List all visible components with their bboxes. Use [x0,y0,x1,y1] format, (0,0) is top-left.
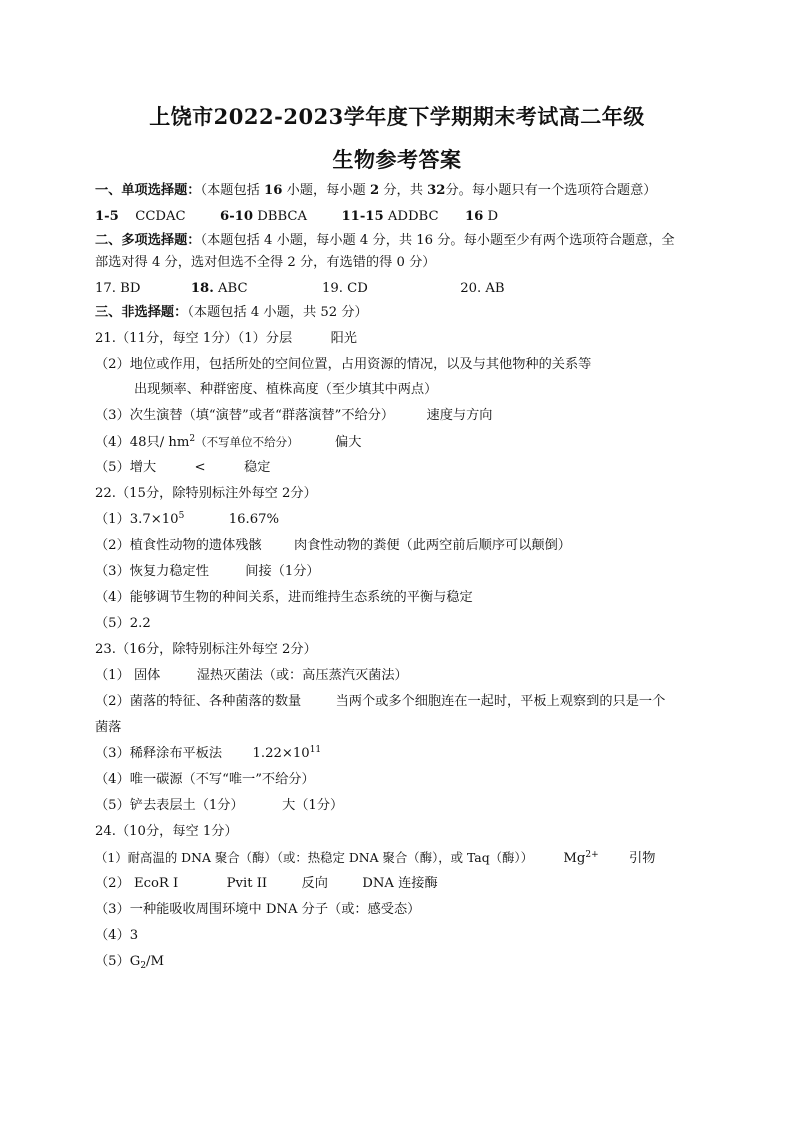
answer-item: 19. CD [321,281,368,296]
q21-line3 [95,407,715,425]
q22-line2 [95,537,715,555]
q21-answer: 偏大 [335,435,362,450]
q24-answer: DNA 连接酶 [362,876,438,891]
answer-item-value: ABC [218,281,248,296]
q23-answer: 当两个或多个细胞连在一起时，平板上观察到的只是一个 [335,694,666,709]
section2-note-line2: 部选对得 4 分，选对但选不全得 2 分，有选错的得 0 分） [95,255,436,270]
q21-answer: （4）48只/ hm [95,435,190,450]
q24-line2 [95,875,715,893]
section3-heading: 三、非选择题： [95,305,188,320]
document-title: 上饶市2022-2023学年度下学期期末考试高二年级 [149,104,645,129]
q21-note: （不写单位不给分） [195,435,299,449]
section1-note-b: 小题，每小题 [286,183,366,198]
section1-total: 32 [427,183,446,198]
q21-answer: 稳定 [244,460,271,475]
section2-note: （本题包括 4 小题，每小题 4 分，共 16 分。每小题至少有两个选项符合题意，全 [200,233,675,248]
q23-answer: （1） 固体 [95,668,161,683]
q23-answer: （2）菌落的特征、各种菌落的数量 [95,694,302,709]
q22-line3 [95,563,715,581]
q24-answer: /M [146,954,164,969]
section1-answers [95,208,715,226]
q21-answer: 速度与方向 [426,408,493,423]
q24-head: 24.（10分，每空 1分） [95,824,238,839]
q24-line3: （3）一种能吸收周围环境中 DNA 分子（或：感受态） [95,902,421,917]
q24-answer: 引物 [629,851,656,866]
q24-answer: Pvit II [226,876,268,891]
superscript: 2 [189,434,196,444]
q23-head: 23.（16分，除特别标注外每空 2分） [95,642,317,657]
section3-heading-line [95,304,715,322]
q21-head: 21.（11分，每空 1分）（1）分层 [95,331,293,346]
answer-value: ADDBC [387,209,439,224]
answer-item: 20. AB [460,281,505,296]
q21-answer: < [194,460,206,475]
superscript: 11 [309,745,322,755]
q22-line1 [95,511,715,529]
q22-line4: （4）能够调节生物的种间关系，进而维持生态系统的平衡与稳定 [95,590,473,605]
section2-heading: 二、多项选择题： [95,233,201,248]
q24-answer: （1）耐高温的 DNA 聚合（酶）（或：热稳定 DNA 聚合（酶），或 Taq（酶）） [95,850,533,865]
q24-line4: （4）3 [95,928,139,943]
q24-answer: 反向 [301,876,328,891]
q21-answer: （3）次生演替（填“演替”或者“群落演替”不给分） [95,408,395,423]
answer-value: DBBCA [257,209,308,224]
q21-line5 [95,459,715,477]
q24-answer: （2） EcoR I [95,876,179,891]
q21-line2: （2）地位或作用，包括所处的空间位置，占用资源的情况，以及与其他物种的关系等 [95,357,592,372]
q24-answer: （5）G [95,954,141,969]
q22-answer: 肉食性动物的粪便（此两空前后顺序可以颠倒） [294,538,571,553]
q22-line5: （5）2.2 [95,616,151,631]
q22-answer: （2）植食性动物的遗体残骸 [95,538,262,553]
answer-value: CCDAC [135,209,186,224]
answer-item-num: 18. [190,281,214,296]
q23-line1 [95,667,715,685]
answer-range: 11-15 [341,209,384,224]
q23-answer: （3）稀释涂布平板法 [95,746,223,761]
answer-item: 17. BD [95,281,141,296]
q22-answer: （1）3.7×10 [95,512,179,527]
q23-answer: 湿热灭菌法（或：高压蒸汽灭菌法） [196,668,408,683]
section1-heading-line [95,182,715,200]
q23-line4: （4）唯一碳源（不写“唯一”不给分） [95,772,315,787]
q22-answer: 16.67% [228,512,280,527]
document-subtitle: 生物参考答案 [332,147,462,172]
answer-range: 16 [464,209,484,224]
q23-answer: 1.22×10 [252,746,310,761]
q24-line1 [95,849,715,868]
q22-head: 22.（15分，除特别标注外每空 2分） [95,486,317,501]
q21-line1 [95,330,715,348]
q23-line3 [95,745,715,763]
section3-note: （本题包括 4 小题，共 52 分） [187,305,368,320]
q23-line2 [95,693,715,711]
section1-note-d: 分。每小题只有一个选项符合题意） [445,183,657,198]
q23-line2c: 菌落 [95,720,122,735]
answer-range: 6-10 [220,209,254,224]
q22-answer: 间接（1分） [245,564,320,579]
q23-line5 [95,797,715,815]
answer-range: 1-5 [95,209,119,224]
q24-answer: Mg [563,851,586,866]
q21-answer: （5）增大 [95,460,157,475]
q21-line2b: 出现频率、种群密度、植株高度（至少填其中两点） [134,382,438,397]
section2-answers [95,280,715,298]
q21-answer: 阳光 [330,331,357,346]
q23-answer: （5）铲去表层土（1分） [95,798,244,813]
q23-answer: 大（1分） [282,798,344,813]
q21-line4 [95,433,715,452]
superscript: 2+ [585,850,599,860]
section1-note-c: 分，共 [383,183,423,198]
answer-value: D [487,209,499,224]
superscript: 5 [178,511,185,521]
section1-score: 2 [369,183,380,198]
section1-note-a: （本题包括 [200,183,260,198]
q22-answer: （3）恢复力稳定性 [95,564,209,579]
q24-line5 [95,953,715,971]
section1-heading: 一、单项选择题： [95,183,201,198]
section2-heading-line [95,232,715,250]
subscript: 2 [140,961,147,971]
section1-count: 16 [264,183,283,198]
